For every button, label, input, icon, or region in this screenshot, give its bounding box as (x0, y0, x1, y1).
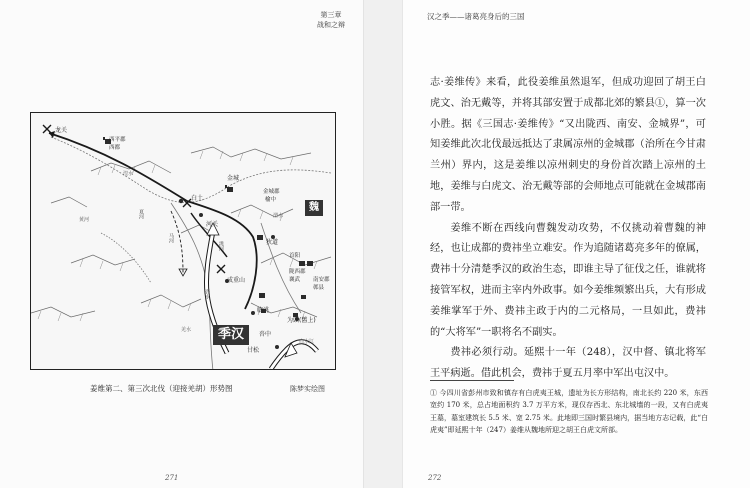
label-rivertext2: 白水江 (299, 339, 315, 345)
label-huangshui: 湟水 (123, 171, 134, 177)
label-chengzhongshan: 成重山 (227, 277, 246, 284)
label-baitu: 白土 (191, 195, 204, 202)
label-tazhong: 沓中 (259, 331, 272, 338)
label-shouyang: 首阳 (289, 253, 301, 259)
label-weishou: 为頭(舊上) (287, 317, 316, 324)
left-page (0, 0, 363, 488)
label-xidu: 西都 (109, 145, 121, 151)
label-didao: 狄道 (266, 239, 279, 246)
campaign-map (30, 112, 336, 370)
label-longxijun: 陇西郡 (289, 269, 306, 275)
label-xiahe: 夏河 (138, 209, 144, 219)
chapter-title: 战和之辩 (317, 21, 345, 29)
label-lintao: 临洮 (257, 307, 270, 314)
label-taohe: 洮河 (218, 241, 224, 251)
mountain-ranges (31, 147, 331, 317)
footnote: ① 今四川省彭州市致和镇存有白虎夷王城，遗址为长方形结构，南北长约 220 米，东西宽约 170 米，总占地面积约 3.7 万平方米，现仅存西北、东北城墙的一段，又有白虎夷王墓，墓室建筑长 5.5 米、宽 2.75 米。此地即三国时繁县境内，据当地方志记载，此“白虎夷”即延熙十年（247）姜维从魏地所迎之胡王白虎文所部。 (430, 389, 708, 435)
label-jincheng: 金城 (227, 175, 240, 182)
mountain-hatching (38, 151, 317, 321)
label-xipingjun: 西平郡 (109, 137, 126, 143)
label-yuzhong: 榆中 (265, 197, 277, 203)
right-page (403, 0, 750, 488)
label-zhangxian: 鄣县 (313, 285, 325, 291)
page-number-right: 272 (428, 474, 442, 482)
label-longguan: 龙关 (55, 127, 68, 134)
paragraph-3: 费祎必须行动。延熙十一年（248），汉中督、镇北将军王平病逝。借此机会，费祎于夏五月率中军出屯汉中。 (430, 347, 706, 380)
chapter-number: 第三章 (320, 11, 342, 19)
label-jinchengjun: 金城郡 (263, 189, 280, 195)
page-number-left: 271 (165, 474, 179, 482)
label-mahe: 马河 (168, 233, 174, 243)
paragraph-1: 志·姜维传》来看，此役姜维虽然退军，但成功迎回了胡王白虎文、治无戴等，并将其部安置于成都北郊的繁县①，算一次小胜。据《三国志·姜维传》“又出陇西、南安、金城界”，可知姜维此次北伐最远抵达了隶属凉州的金城郡（治所在今甘肃兰州）界内，这是姜维以凉州刺史的身份首次踏上凉州的土地，姜维与白虎文、治无戴等部的会师地点可能就在金城郡南部一带。 (430, 77, 706, 213)
label-heguan: 河关 (206, 221, 219, 228)
map-caption: 姜维第二、第三次北伐（迎接羌胡）形势图 (90, 384, 233, 393)
label-jihan: 季汉 (213, 325, 249, 345)
label-xiangwu: 襄武 (289, 277, 301, 283)
label-rivertext1: 羌水 (181, 327, 192, 333)
body-text (430, 73, 706, 385)
footnote-rule (430, 380, 514, 381)
label-huanghe: 黄河 (79, 217, 90, 223)
running-head-left (317, 10, 345, 30)
label-nananjun: 南安郡 (313, 277, 330, 283)
label-weishui: 渭水 (273, 213, 284, 219)
running-head-right: 汉之季——诸葛亮身后的三国 (427, 12, 525, 21)
book-gutter (363, 0, 403, 488)
label-gansong: 甘松 (247, 347, 260, 354)
label-wei: 魏 (305, 200, 323, 216)
label-tawushui: 沓水 (204, 289, 210, 299)
paragraph-2: 姜维不断在西线向曹魏发动攻势，不仅挑动着曹魏的神经，也让成都的费祎坐立难安。作为追随诸葛亮多年的僚属，费祎十分清楚季汉的政治生态，即谁主导了征伐之任，谁就将接管军权，进而主宰内外政事。如今姜维频繁出兵，大有形成姜维掌军于外、费祎主政于内的二元格局，一旦如此，费祎的“大将军”一职将名不副实。 (430, 222, 706, 338)
map-credit: 陈梦实绘图 (290, 385, 325, 393)
